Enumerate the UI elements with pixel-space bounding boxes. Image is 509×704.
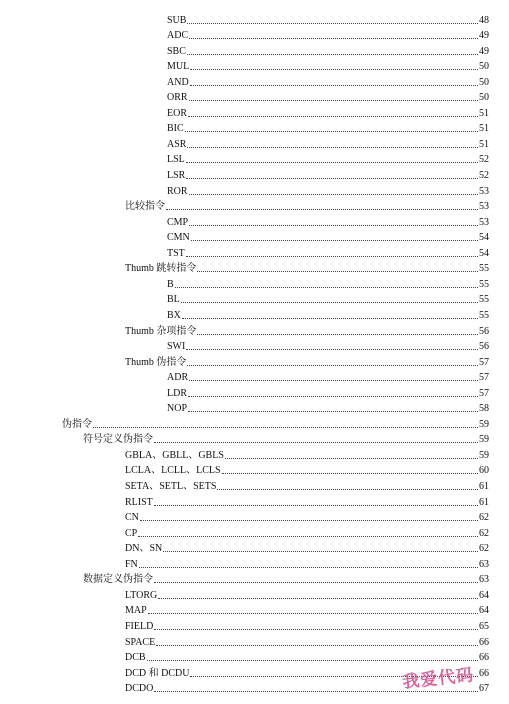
toc-entry-page-number: 66 — [479, 667, 489, 679]
toc-entry-label: Thumb 跳转指令 — [125, 263, 197, 275]
toc-entry-label: ORR — [167, 92, 188, 104]
dot-leader — [188, 410, 478, 412]
toc-entry-page-number: 50 — [479, 92, 489, 104]
toc-entry[interactable] — [0, 493, 489, 509]
toc-entry[interactable] — [0, 27, 489, 43]
toc-entry-page-number: 57 — [479, 387, 489, 399]
toc-entry-page-number: 57 — [479, 372, 489, 384]
toc-entry[interactable] — [0, 322, 489, 338]
dot-leader — [154, 504, 478, 506]
toc-entry-label: LTORG — [125, 589, 158, 601]
dot-leader — [190, 84, 478, 86]
dot-leader — [186, 348, 478, 350]
toc-entry[interactable] — [0, 369, 489, 385]
toc-entry-page-number: 52 — [479, 170, 489, 181]
toc-entry-label: SUB — [167, 14, 187, 26]
toc-entry[interactable] — [0, 633, 489, 649]
dot-leader — [147, 659, 478, 661]
toc-entry-page-number: 61 — [479, 481, 489, 492]
toc-entry-page-number: 48 — [479, 14, 489, 26]
dot-leader — [186, 255, 478, 257]
toc-entry[interactable] — [0, 104, 489, 120]
toc-entry-label: LDR — [167, 387, 187, 399]
dot-leader — [189, 379, 478, 381]
toc-entry[interactable] — [0, 229, 489, 245]
toc-entry-page-number: 63 — [479, 574, 489, 586]
toc-entry-label: 数据定义伪指令 — [83, 574, 153, 586]
toc-entry-label: SBC — [167, 45, 186, 57]
dot-leader — [185, 130, 478, 132]
dot-leader — [140, 519, 478, 521]
dot-leader — [139, 566, 478, 568]
toc-entry-label: LSR — [167, 170, 186, 181]
toc-entry-page-number: 53 — [479, 216, 489, 228]
toc-entry[interactable] — [0, 306, 489, 322]
toc-entry-page-number: 52 — [479, 154, 489, 166]
toc-entry-label: FN — [125, 558, 138, 570]
toc-entry-page-number: 64 — [479, 589, 489, 601]
toc-entry-label: DCDO — [125, 683, 154, 695]
toc-entry-label: LSL — [167, 154, 185, 166]
toc-entry-label: CN — [125, 512, 139, 524]
toc-entry-label: ADC — [167, 30, 189, 42]
toc-entry-label: MUL — [167, 61, 190, 73]
toc-entry-label: CMP — [167, 216, 189, 228]
toc-entry[interactable] — [0, 571, 489, 587]
toc-entry-page-number: 59 — [479, 449, 489, 461]
dot-leader — [138, 535, 478, 537]
toc-entry-page-number: 51 — [479, 138, 489, 150]
toc-entry[interactable] — [0, 291, 489, 307]
toc-entry-page-number: 56 — [479, 341, 489, 353]
toc-entry-page-number: 49 — [479, 30, 489, 42]
toc-entry-page-number: 62 — [479, 527, 489, 539]
toc-entry[interactable] — [0, 213, 489, 229]
dot-leader — [188, 395, 478, 397]
dot-leader — [156, 644, 478, 646]
toc-entry-page-number: 58 — [479, 403, 489, 415]
toc-entry[interactable] — [0, 73, 489, 89]
toc-entry[interactable] — [0, 58, 489, 74]
toc-entry-page-number: 62 — [479, 512, 489, 524]
toc-entry-page-number: 59 — [479, 434, 489, 446]
toc-entry-page-number: 49 — [479, 45, 489, 57]
toc-entry-page-number: 61 — [479, 496, 489, 508]
toc-entry-page-number: 67 — [479, 683, 489, 695]
toc-entry[interactable] — [0, 446, 489, 462]
toc-entry[interactable] — [0, 478, 489, 494]
toc-entry-page-number: 64 — [479, 605, 489, 617]
toc-entry-label: 符号定义伪指令 — [83, 434, 153, 446]
toc-entry[interactable] — [0, 509, 489, 525]
toc-entry-page-number: 51 — [479, 107, 489, 119]
toc-entry-label: 比较指令 — [125, 201, 165, 213]
toc-entry-page-number: 50 — [479, 76, 489, 88]
toc-entry-label: Thumb 伪指令 — [125, 356, 187, 368]
toc-entry[interactable] — [0, 555, 489, 571]
toc-entry-page-number: 50 — [479, 61, 489, 73]
toc-entry-label: TST — [167, 247, 185, 259]
dot-leader — [154, 581, 478, 583]
dot-leader — [175, 286, 478, 288]
dot-leader — [154, 441, 478, 443]
toc-entry-page-number: 53 — [479, 185, 489, 197]
toc-entry-label: DCB — [125, 652, 146, 664]
dot-leader — [186, 177, 478, 179]
toc-entry[interactable] — [0, 431, 489, 447]
dot-leader — [191, 239, 478, 241]
toc-entry-label: SWI — [167, 341, 186, 353]
dot-leader — [187, 22, 478, 24]
toc-entry-label: BL — [167, 294, 180, 306]
toc-entry-label: SETA、SETL、SETS — [125, 481, 217, 492]
toc-entry-label: BIC — [167, 123, 184, 135]
toc-entry-page-number: 59 — [479, 418, 489, 430]
toc-entry[interactable] — [0, 89, 489, 105]
dot-leader — [217, 488, 478, 490]
dot-leader — [197, 333, 478, 335]
toc-entry[interactable] — [0, 384, 489, 400]
toc-entry[interactable] — [0, 540, 489, 556]
toc-entry[interactable] — [0, 42, 489, 58]
dot-leader — [197, 270, 478, 272]
dot-leader — [163, 550, 478, 552]
toc-entry-page-number: 53 — [479, 201, 489, 213]
toc-entry[interactable] — [0, 11, 489, 27]
toc-entry-label: Thumb 杂项指令 — [125, 325, 197, 337]
toc-entry[interactable] — [0, 649, 489, 665]
toc-entry[interactable] — [0, 586, 489, 602]
dot-leader — [189, 37, 478, 39]
dot-leader — [93, 426, 478, 428]
toc-entry-label: SPACE — [125, 636, 156, 648]
toc-entry[interactable] — [0, 244, 489, 260]
dot-leader — [181, 301, 478, 303]
toc-entry[interactable] — [0, 275, 489, 291]
dot-leader — [225, 457, 478, 459]
toc-entry-label: ASR — [167, 138, 187, 150]
dot-leader — [154, 690, 478, 692]
toc-entry-label: DN、SN — [125, 543, 163, 555]
toc-entry[interactable] — [0, 602, 489, 618]
toc-entry-page-number: 63 — [479, 558, 489, 570]
toc-entry-page-number: 51 — [479, 123, 489, 135]
toc-entry-label: RLIST — [125, 496, 153, 508]
dot-leader — [222, 472, 478, 474]
toc-entry[interactable] — [0, 260, 489, 276]
dot-leader — [187, 146, 478, 148]
toc-entry-label: EOR — [167, 107, 187, 119]
dot-leader — [187, 53, 478, 55]
dot-leader — [166, 208, 478, 210]
toc-entry-page-number: 55 — [479, 309, 489, 321]
dot-leader — [187, 364, 478, 366]
toc-entry-page-number: 57 — [479, 356, 489, 368]
toc-entry[interactable] — [0, 135, 489, 151]
toc-entry-page-number: 54 — [479, 232, 489, 244]
toc-entry[interactable] — [0, 617, 489, 633]
toc-entry-page-number: 56 — [479, 325, 489, 337]
toc-entry-label: B — [167, 278, 174, 290]
toc-entry-label: AND — [167, 76, 189, 88]
toc-entry-page-number: 55 — [479, 263, 489, 275]
dot-leader — [148, 612, 478, 614]
toc-entry[interactable] — [0, 151, 489, 167]
toc-entry-label: LCLA、LCLL、LCLS — [125, 465, 221, 477]
toc-entry-page-number: 54 — [479, 247, 489, 259]
toc-entry-label: CMN — [167, 232, 190, 244]
toc-entry-page-number: 55 — [479, 294, 489, 306]
toc-entry[interactable] — [0, 182, 489, 198]
toc-entry-label: ROR — [167, 185, 188, 197]
toc-entry[interactable] — [0, 338, 489, 354]
toc-entry-label: GBLA、GBLL、GBLS — [125, 449, 224, 461]
toc-entry[interactable] — [0, 353, 489, 369]
toc-entry[interactable] — [0, 120, 489, 136]
toc-entry-label: MAP — [125, 605, 147, 617]
toc-entry-page-number: 60 — [479, 465, 489, 477]
toc-entry-page-number: 66 — [479, 636, 489, 648]
dot-leader — [158, 597, 478, 599]
toc-entry-page-number: 65 — [479, 620, 489, 632]
toc-entry[interactable] — [0, 167, 489, 183]
toc-entry-label: CP — [125, 527, 138, 539]
toc-entry-label: FIELD — [125, 620, 154, 632]
toc-entry-label: BX — [167, 309, 181, 321]
dot-leader — [189, 224, 478, 226]
dot-leader — [189, 99, 478, 101]
toc-entry-label: NOP — [167, 403, 188, 415]
toc-entry-label: ADR — [167, 372, 189, 384]
toc-entry[interactable] — [0, 462, 489, 478]
dot-leader — [189, 193, 478, 195]
toc-entry-page-number: 66 — [479, 652, 489, 664]
toc-entry[interactable] — [0, 415, 489, 431]
watermark-logo: 我爱代码 — [401, 665, 476, 693]
dot-leader — [182, 317, 478, 319]
toc-entry-label: DCD 和 DCDU — [125, 667, 190, 679]
toc-entry[interactable] — [0, 198, 489, 214]
toc-entry-page-number: 62 — [479, 543, 489, 555]
toc-entry-label: 伪指令 — [62, 418, 92, 430]
toc-entry[interactable] — [0, 524, 489, 540]
dot-leader — [154, 628, 478, 630]
dot-leader — [186, 161, 478, 163]
toc-entry[interactable] — [0, 400, 489, 416]
dot-leader — [188, 115, 478, 117]
dot-leader — [190, 68, 478, 70]
toc-entry-page-number: 55 — [479, 278, 489, 290]
